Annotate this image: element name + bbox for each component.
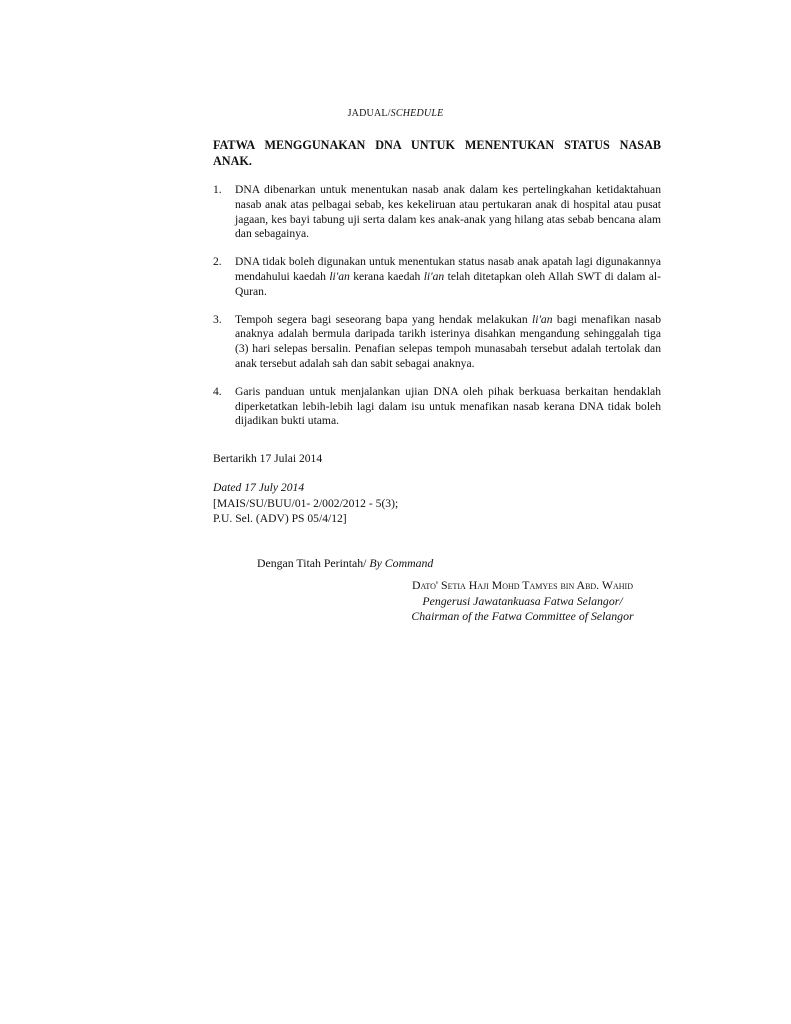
fatwa-title: FATWA MENGGUNAKAN DNA UNTUK MENENTUKAN STATUS NASAB ANAK. [213, 138, 661, 168]
command-malay: Dengan Titah Perintah/ [257, 556, 370, 570]
item-text: Garis panduan untuk menjalankan ujian DNA oleh pihak berkuasa berkaitan hendaklah diperketatkan lebih-lebih lagi dalam isu untuk menafikan nasab kerana DNA tidak boleh dijadikan bukti utama. [235, 384, 661, 428]
schedule-heading [0, 108, 791, 119]
signatory-block [380, 578, 665, 625]
date-malay: Bertarikh 17 Julai 2014 [213, 452, 323, 465]
schedule-label-en: SCHEDULE [390, 108, 444, 119]
signatory-name: Dato' Setia Haji Mohd Tamyes bin Abd. Wahid [412, 578, 633, 592]
schedule-label-ms: JADUAL/ [347, 108, 391, 119]
item-italic-term: li'an [423, 269, 445, 283]
reference-line: [MAIS/SU/BUU/01- 2/002/2012 - 5(3); [213, 496, 399, 510]
item-number: 2. [213, 255, 222, 269]
item-text-part: DNA tidak boleh digunakan untuk menentukan status nasab anak apatah lagi digunakannya mendahului kaedah [235, 255, 661, 283]
list-item [213, 385, 661, 429]
reference-block [213, 480, 398, 527]
item-text [235, 255, 661, 299]
item-text-part: telah ditetapkan oleh Allah SWT di dalam al-Quran. [235, 269, 661, 298]
list-item [213, 313, 661, 372]
command-english: By Command [369, 556, 434, 570]
item-text [235, 313, 661, 372]
signatory-role-malay: Pengerusi Jawatankuasa Fatwa Selangor/ [422, 593, 623, 608]
item-number: 3. [213, 312, 222, 326]
item-italic-term: li'an [329, 269, 350, 283]
item-italic-term: li'an [532, 312, 553, 326]
fatwa-items-list [213, 183, 661, 442]
item-text-part: bagi menafikan nasab anaknya adalah bermula daripada tarikh isterinya disahkan mengandung sehinggalah tiga (3) hari selepas bersalin. Penafian selepas tempoh munasabah tersebut adalah tertolak dan anak tersebut adalah sah dan sabit sebagai anaknya. [235, 312, 661, 370]
item-text-part: kerana kaedah [349, 269, 424, 283]
reference-line: P.U. Sel. (ADV) PS 05/4/12] [213, 512, 347, 525]
item-text: DNA dibenarkan untuk menentukan nasab anak dalam kes pertelingkahan ketidaktahuan nasab anak atas pelbagai sebab, kes kekeliruan atau pertukaran anak di hospital atau pusat jagaan, kes bayi tabung uji serta dalam kes anak-anak yang hilang atas sebab bencana alam dan sebagainya. [235, 183, 661, 241]
list-item [213, 183, 661, 242]
command-line [257, 556, 433, 571]
item-number: 4. [213, 384, 222, 398]
list-item [213, 255, 661, 299]
signatory-role-english: Chairman of the Fatwa Committee of Selangor [411, 609, 634, 623]
date-english: Dated 17 July 2014 [213, 481, 305, 494]
item-text-part: Tempoh segera bagi seseorang bapa yang hendak melakukan [235, 312, 533, 326]
item-number: 1. [213, 183, 222, 196]
